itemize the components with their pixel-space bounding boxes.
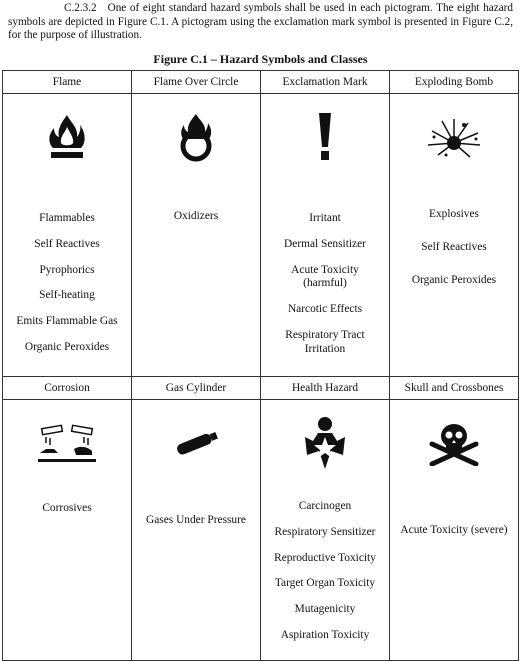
hazard-class: Self Reactives [421,240,487,253]
hazard-class: Irritant [309,212,341,224]
figure-caption: Figure C.1 – Hazard Symbols and Classes [153,52,368,66]
hazard-class: Dermal Sensitizer [284,237,366,250]
hazard-class: Respiratory Sensitizer [274,525,376,538]
hazard-cell [261,94,390,377]
hazard-cell [3,400,132,661]
flame-over-circle-icon [132,106,260,168]
hazard-cell [132,400,261,661]
hazard-class: Acute Toxicity (severe) [400,524,508,536]
hazard-class: Emits Flammable Gas [16,315,118,328]
column-header: Exploding Bomb [390,71,519,94]
hazard-symbols-table [2,70,519,661]
gas-cylinder-icon [132,412,260,474]
hazard-class: Respiratory Tract Irritation [285,328,365,355]
corrosion-icon [3,412,131,474]
hazard-cell [390,400,519,661]
intro-paragraph [8,2,513,43]
hazard-class: Target Organ Toxicity [274,577,376,590]
hazard-class: Carcinogen [298,500,352,512]
body-row-2 [3,400,519,661]
hazard-class: Gases Under Pressure [146,514,246,526]
body-row-1 [3,94,519,377]
hazard-cell [261,400,390,661]
hazard-class: Pyrophorics [39,263,95,276]
hazard-class: Self-heating [39,289,95,302]
column-header: Exclamation Mark [261,71,390,94]
hazard-class: Flammables [39,212,95,224]
hazard-cell [3,94,132,377]
column-header: Corrosion [3,377,132,400]
column-header: Flame Over Circle [132,71,261,94]
header-row-1 [3,71,519,94]
hazard-class: Aspiration Toxicity [280,628,370,641]
hazard-class: Corrosives [42,502,92,514]
hazard-class: Explosives [429,208,479,220]
exploding-bomb-icon [390,106,518,168]
hazard-class: Oxidizers [173,210,219,222]
intro-text: One of eight standard hazard symbols shall be used in each pictogram. The eight hazard symbols are depicted in Figure C.1. A pictogram using the exclamation mark symbol is presented in Figure C.2, for the purpose of illustration. [8,2,514,42]
hazard-class: Mutagenicity [294,603,356,616]
header-row-2 [3,377,519,400]
hazard-class: Organic Peroxides [24,340,110,353]
column-header: Gas Cylinder [132,377,261,400]
exclamation-mark-icon [261,106,389,168]
health-hazard-icon [261,412,389,474]
hazard-class: Reproductive Toxicity [274,551,376,564]
flame-icon [3,106,131,168]
column-header: Flame [3,71,132,94]
section-number: C.2.3.2 [64,2,97,14]
hazard-class: Narcotic Effects [287,303,363,316]
column-header: Skull and Crossbones [390,377,519,400]
hazard-class: Self Reactives [34,237,100,250]
hazard-class: Organic Peroxides [411,273,497,286]
column-header: Health Hazard [261,377,390,400]
hazard-cell [390,94,519,377]
hazard-cell [132,94,261,377]
skull-and-crossbones-icon [390,412,518,474]
hazard-class: Acute Toxicity (harmful) [291,263,359,290]
